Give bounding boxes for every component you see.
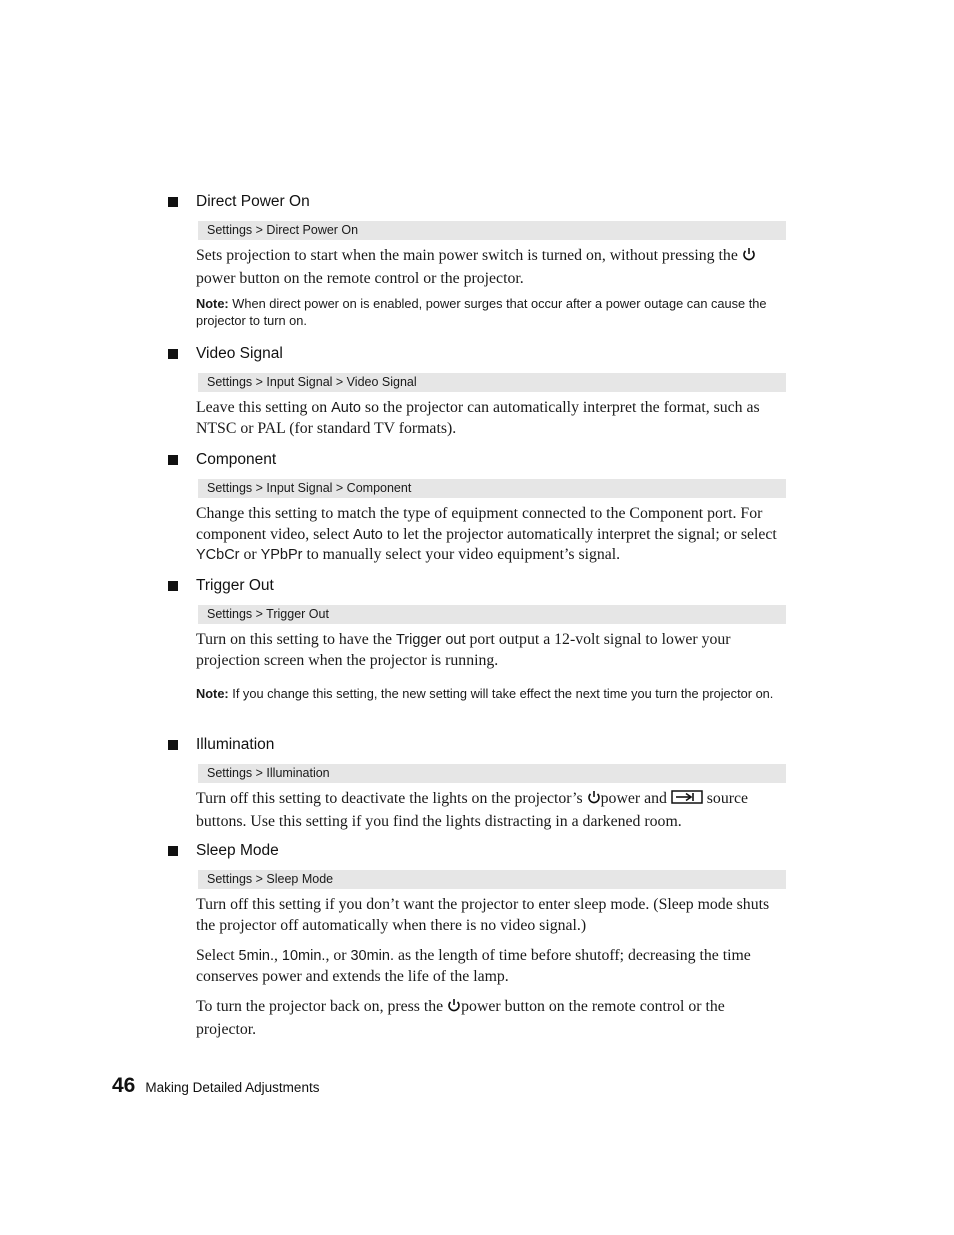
- section-heading: [168, 191, 786, 213]
- section-heading: [168, 449, 786, 471]
- menu-path: Settings > Input Signal > Component: [198, 479, 786, 498]
- menu-path: Settings > Illumination: [198, 764, 786, 783]
- power-icon: [587, 790, 601, 812]
- bullet-square-icon: [168, 349, 178, 359]
- heading-text: Video Signal: [196, 345, 283, 362]
- bullet-square-icon: [168, 740, 178, 750]
- section-heading: [168, 575, 786, 597]
- section-illumination: [168, 734, 786, 832]
- menu-path: Settings > Input Signal > Video Signal: [198, 373, 786, 392]
- menu-path: Settings > Direct Power On: [198, 221, 786, 240]
- section-heading: [168, 840, 786, 862]
- power-icon: [742, 247, 756, 269]
- heading-text: Component: [196, 451, 277, 468]
- section-direct-power-on: [168, 191, 786, 329]
- page-footer: [112, 1074, 319, 1104]
- section-heading: [168, 343, 786, 365]
- bullet-square-icon: [168, 455, 178, 465]
- section-trigger-out: [168, 575, 786, 702]
- page-number: 46: [112, 1074, 136, 1097]
- chapter-title: Making Detailed Adjustments: [145, 1080, 320, 1095]
- source-icon: [671, 789, 703, 812]
- heading-text: Direct Power On: [196, 193, 310, 210]
- bullet-square-icon: [168, 846, 178, 856]
- description-paragraph: Turn off this setting if you don’t want the projector to enter sleep mode. (Sleep mode shuts the projector off automatically when there is no video signal.): [196, 896, 770, 934]
- bullet-square-icon: [168, 197, 178, 207]
- section-heading: [168, 734, 786, 756]
- menu-path: Settings > Sleep Mode: [198, 870, 786, 889]
- menu-path: Settings > Trigger Out: [198, 605, 786, 624]
- description-paragraph: Sets projection to start when the main power switch is turned on, without pressing the power button on the remote control or the projector.: [196, 246, 786, 289]
- description-paragraph: Select 5min., 10min., or 30min. as the length of time before shutoff; decreasing the time conserves power and extends the life of the lamp.: [196, 947, 751, 985]
- description-paragraph: Leave this setting on Auto so the projector can automatically interpret the format, such as NTSC or PAL (for standard TV formats).: [196, 399, 760, 437]
- section-sleep-mode: [168, 840, 786, 1040]
- heading-text: Sleep Mode: [196, 842, 279, 859]
- bullet-square-icon: [168, 581, 178, 591]
- description-paragraph: Change this setting to match the type of equipment connected to the Component port. For component video, select Auto to let the projector automatically interpret the signal; or select YCbCr or YPbPr to manually select your video equipment’s signal.: [196, 505, 777, 563]
- power-icon: [447, 998, 461, 1020]
- note: Note: If you change this setting, the new setting will take effect the next time you turn the projector on.: [196, 686, 774, 701]
- section-component: [168, 449, 786, 566]
- description-paragraph: To turn the projector back on, press the power button on the remote control or the projector.: [196, 998, 725, 1038]
- description-paragraph: Turn off this setting to deactivate the lights on the projector’s power and source buttons. Use this setting if you find the lights distracting in a darkened room.: [196, 790, 749, 830]
- heading-text: Illumination: [196, 736, 275, 753]
- description-paragraph: Turn on this setting to have the Trigger out port output a 12-volt signal to lower your projection screen when the projector is running.: [196, 631, 731, 669]
- note: Note: When direct power on is enabled, power surges that occur after a power outage can cause the projector to turn on.: [196, 296, 767, 328]
- heading-text: Trigger Out: [196, 577, 274, 594]
- section-video-signal: [168, 343, 786, 439]
